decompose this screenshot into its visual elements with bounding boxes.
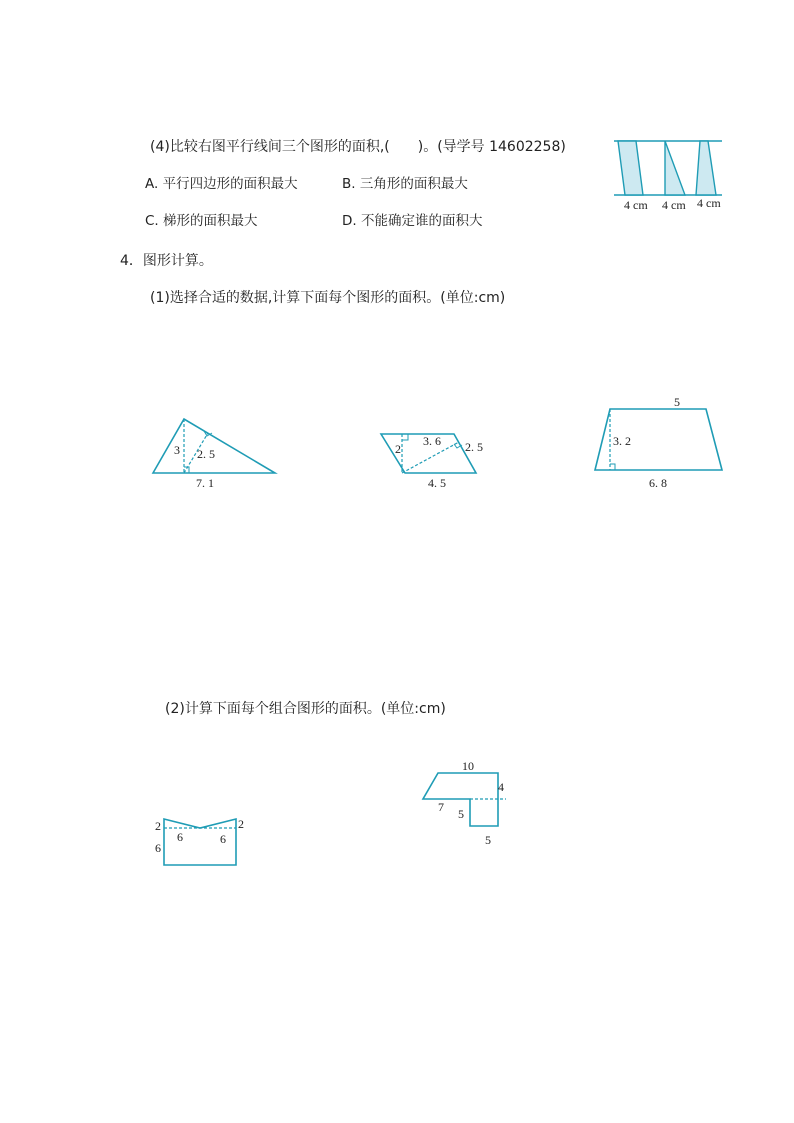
parallel-lines-figure <box>612 138 727 200</box>
parallelogram-height-label: 2 <box>395 442 401 456</box>
triangle-base-label: 7. 1 <box>196 476 214 490</box>
q4-option-b[interactable]: B. 三角形的面积最大 <box>342 176 468 192</box>
combo2-rect-w-label: 5 <box>485 833 491 847</box>
combo2-right-label: 4 <box>498 780 504 794</box>
combo2-slant-label: 7 <box>438 800 444 814</box>
q4-option-a[interactable]: A. 平行四边形的面积最大 <box>145 176 298 192</box>
section4-part1: (1)选择合适的数据,计算下面每个图形的面积。(单位:cm) <box>150 290 506 306</box>
q4-question: (4)比较右图平行线间三个图形的面积,( )。(导学号 14602258) <box>150 139 566 155</box>
combo1-left-top-label: 2 <box>155 819 161 833</box>
parallelogram-shape <box>618 141 643 195</box>
parallelogram-height2-label: 2. 5 <box>465 440 483 454</box>
triangle-shape <box>665 141 685 195</box>
combo2-top-label: 10 <box>462 759 474 773</box>
parallelogram-side-label: 3. 6 <box>423 434 441 448</box>
section4-title: 4．图形计算。 <box>120 253 213 269</box>
combo1-left-side-label: 6 <box>155 841 161 855</box>
trapezoid-top-label: 5 <box>674 395 680 409</box>
q4-option-d[interactable]: D. 不能确定谁的面积大 <box>342 213 483 229</box>
section4-part2: (2)计算下面每个组合图形的面积。(单位:cm) <box>165 701 446 717</box>
fig-label-2: 4 cm <box>662 198 686 212</box>
q4-option-c[interactable]: C. 梯形的面积最大 <box>145 213 258 229</box>
trapezoid-height-label: 3. 2 <box>613 434 631 448</box>
parallelogram-base-label: 4. 5 <box>428 476 446 490</box>
triangle-height-label: 3 <box>174 443 180 457</box>
combo1-right-top-label: 2 <box>238 817 244 831</box>
combo-figure-1 <box>160 814 242 868</box>
combo-figure-2 <box>420 770 510 830</box>
triangle-figure <box>150 415 280 477</box>
fig-label-1: 4 cm <box>624 198 648 212</box>
trapezoid-shape <box>696 141 716 195</box>
fig-label-3: 4 cm <box>697 196 721 210</box>
combo1-mid-right-label: 6 <box>220 832 226 846</box>
triangle-height2-label: 2. 5 <box>197 447 215 461</box>
combo2-rect-h-label: 5 <box>458 807 464 821</box>
combo1-mid-left-label: 6 <box>177 830 183 844</box>
trapezoid-bottom-label: 6. 8 <box>649 476 667 490</box>
